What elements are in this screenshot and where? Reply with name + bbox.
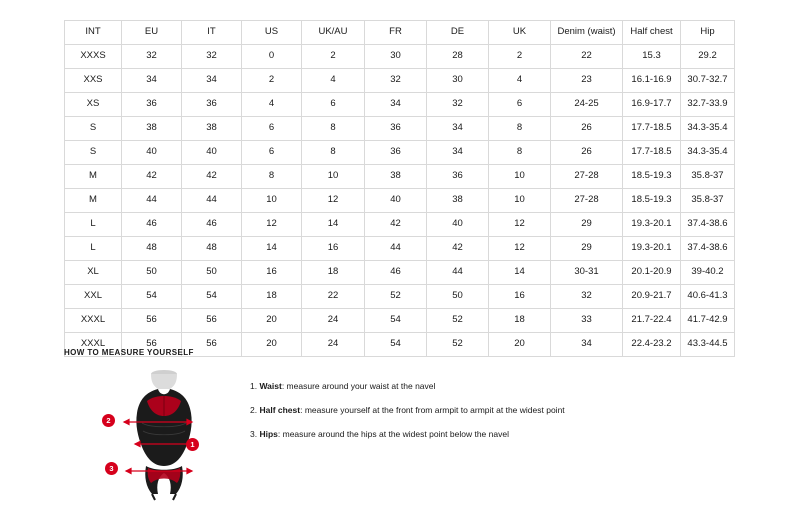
cell-int: L bbox=[65, 237, 122, 261]
cell-us: 18 bbox=[242, 285, 302, 309]
column-header-hip: Hip bbox=[681, 21, 735, 45]
column-header-denim-waist: Denim (waist) bbox=[551, 21, 623, 45]
cell-denim-waist: 23 bbox=[551, 69, 623, 93]
cell-denim-waist: 33 bbox=[551, 309, 623, 333]
cell-uk-au: 24 bbox=[302, 333, 365, 357]
cell-denim-waist: 29 bbox=[551, 213, 623, 237]
cell-hip: 40.6-41.3 bbox=[681, 285, 735, 309]
table-row bbox=[65, 309, 735, 333]
cell-it: 34 bbox=[182, 69, 242, 93]
note-text: : measure around the hips at the widest point below the navel bbox=[277, 429, 509, 440]
cell-hip: 34.3-35.4 bbox=[681, 141, 735, 165]
cell-us: 6 bbox=[242, 117, 302, 141]
cell-denim-waist: 27-28 bbox=[551, 165, 623, 189]
table-row bbox=[65, 189, 735, 213]
cell-denim-waist: 22 bbox=[551, 45, 623, 69]
cell-half-chest: 19.3-20.1 bbox=[623, 213, 681, 237]
column-header-it: IT bbox=[182, 21, 242, 45]
cell-fr: 34 bbox=[365, 93, 427, 117]
cell-half-chest: 16.1-16.9 bbox=[623, 69, 681, 93]
cell-uk: 20 bbox=[489, 333, 551, 357]
cell-de: 28 bbox=[427, 45, 489, 69]
column-header-int: INT bbox=[65, 21, 122, 45]
cell-half-chest: 16.9-17.7 bbox=[623, 93, 681, 117]
cell-it: 40 bbox=[182, 141, 242, 165]
cell-uk-au: 8 bbox=[302, 141, 365, 165]
cell-it: 48 bbox=[182, 237, 242, 261]
cell-eu: 42 bbox=[122, 165, 182, 189]
cell-us: 10 bbox=[242, 189, 302, 213]
cell-eu: 56 bbox=[122, 333, 182, 357]
table-body bbox=[65, 45, 735, 357]
cell-de: 50 bbox=[427, 285, 489, 309]
cell-uk-au: 10 bbox=[302, 165, 365, 189]
cell-denim-waist: 24-25 bbox=[551, 93, 623, 117]
cell-de: 52 bbox=[427, 333, 489, 357]
cell-int: XXXS bbox=[65, 45, 122, 69]
cell-eu: 56 bbox=[122, 309, 182, 333]
cell-uk: 2 bbox=[489, 45, 551, 69]
note-text: : measure yourself at the front from armpit to armpit at the widest point bbox=[300, 405, 565, 416]
cell-de: 44 bbox=[427, 261, 489, 285]
cell-eu: 48 bbox=[122, 237, 182, 261]
cell-de: 52 bbox=[427, 309, 489, 333]
cell-us: 20 bbox=[242, 309, 302, 333]
mannequin-figure bbox=[102, 367, 232, 502]
cell-denim-waist: 34 bbox=[551, 333, 623, 357]
cell-us: 4 bbox=[242, 93, 302, 117]
table-row bbox=[65, 285, 735, 309]
column-header-eu: EU bbox=[122, 21, 182, 45]
cell-it: 44 bbox=[182, 189, 242, 213]
cell-fr: 54 bbox=[365, 333, 427, 357]
measure-notes-list bbox=[250, 367, 744, 453]
cell-uk-au: 18 bbox=[302, 261, 365, 285]
cell-denim-waist: 26 bbox=[551, 117, 623, 141]
cell-half-chest: 17.7-18.5 bbox=[623, 141, 681, 165]
cell-eu: 44 bbox=[122, 189, 182, 213]
table-row bbox=[65, 213, 735, 237]
column-header-de: DE bbox=[427, 21, 489, 45]
cell-uk-au: 8 bbox=[302, 117, 365, 141]
note-label: Waist bbox=[259, 381, 282, 391]
how-to-measure-section bbox=[64, 348, 744, 502]
cell-int: S bbox=[65, 141, 122, 165]
measure-note-half-chest bbox=[250, 405, 744, 416]
cell-hip: 35.8-37 bbox=[681, 189, 735, 213]
how-to-measure-body bbox=[64, 367, 744, 502]
cell-de: 40 bbox=[427, 213, 489, 237]
badge-half-chest: 2 bbox=[102, 414, 115, 427]
table-row bbox=[65, 141, 735, 165]
cell-int: M bbox=[65, 189, 122, 213]
column-header-half-chest: Half chest bbox=[623, 21, 681, 45]
cell-eu: 36 bbox=[122, 93, 182, 117]
cell-it: 42 bbox=[182, 165, 242, 189]
cell-uk: 4 bbox=[489, 69, 551, 93]
cell-fr: 30 bbox=[365, 45, 427, 69]
cell-eu: 38 bbox=[122, 117, 182, 141]
how-to-measure-title: HOW TO MEASURE YOURSELF bbox=[64, 348, 194, 357]
cell-it: 54 bbox=[182, 285, 242, 309]
measure-note-hips bbox=[250, 429, 744, 440]
note-number: 2. bbox=[250, 405, 258, 416]
cell-fr: 42 bbox=[365, 213, 427, 237]
column-header-us: US bbox=[242, 21, 302, 45]
cell-half-chest: 18.5-19.3 bbox=[623, 165, 681, 189]
cell-int: M bbox=[65, 165, 122, 189]
cell-fr: 40 bbox=[365, 189, 427, 213]
cell-us: 8 bbox=[242, 165, 302, 189]
note-label: Hips bbox=[259, 429, 278, 440]
cell-us: 16 bbox=[242, 261, 302, 285]
cell-fr: 52 bbox=[365, 285, 427, 309]
cell-int: S bbox=[65, 117, 122, 141]
cell-hip: 37.4-38.6 bbox=[681, 213, 735, 237]
badge-hips: 3 bbox=[105, 462, 118, 475]
cell-eu: 46 bbox=[122, 213, 182, 237]
cell-uk-au: 2 bbox=[302, 45, 365, 69]
cell-hip: 41.7-42.9 bbox=[681, 309, 735, 333]
cell-half-chest: 17.7-18.5 bbox=[623, 117, 681, 141]
table-row bbox=[65, 261, 735, 285]
cell-eu: 32 bbox=[122, 45, 182, 69]
cell-it: 32 bbox=[182, 45, 242, 69]
cell-de: 32 bbox=[427, 93, 489, 117]
cell-it: 46 bbox=[182, 213, 242, 237]
cell-half-chest: 20.1-20.9 bbox=[623, 261, 681, 285]
cell-uk-au: 12 bbox=[302, 189, 365, 213]
cell-uk-au: 6 bbox=[302, 93, 365, 117]
table-row bbox=[65, 69, 735, 93]
cell-uk: 10 bbox=[489, 189, 551, 213]
cell-it: 56 bbox=[182, 333, 242, 357]
cell-us: 14 bbox=[242, 237, 302, 261]
cell-eu: 34 bbox=[122, 69, 182, 93]
cell-int: XS bbox=[65, 93, 122, 117]
table-header-row bbox=[65, 21, 735, 45]
cell-us: 6 bbox=[242, 141, 302, 165]
cell-us: 2 bbox=[242, 69, 302, 93]
cell-hip: 37.4-38.6 bbox=[681, 237, 735, 261]
cell-denim-waist: 30-31 bbox=[551, 261, 623, 285]
cell-de: 36 bbox=[427, 165, 489, 189]
cell-eu: 54 bbox=[122, 285, 182, 309]
cell-denim-waist: 27-28 bbox=[551, 189, 623, 213]
cell-int: XXXL bbox=[65, 309, 122, 333]
cell-uk: 12 bbox=[489, 213, 551, 237]
cell-half-chest: 21.7-22.4 bbox=[623, 309, 681, 333]
cell-uk: 6 bbox=[489, 93, 551, 117]
size-chart-container bbox=[64, 20, 734, 357]
cell-half-chest: 19.3-20.1 bbox=[623, 237, 681, 261]
cell-int: XXL bbox=[65, 285, 122, 309]
column-header-uk-au: UK/AU bbox=[302, 21, 365, 45]
cell-int: XXS bbox=[65, 69, 122, 93]
cell-hip: 35.8-37 bbox=[681, 165, 735, 189]
cell-hip: 30.7-32.7 bbox=[681, 69, 735, 93]
note-text: : measure around your waist at the navel bbox=[281, 381, 436, 391]
cell-fr: 54 bbox=[365, 309, 427, 333]
table-row bbox=[65, 165, 735, 189]
cell-it: 36 bbox=[182, 93, 242, 117]
table-row bbox=[65, 237, 735, 261]
cell-hip: 43.3-44.5 bbox=[681, 333, 735, 357]
note-number: 1. bbox=[250, 381, 258, 391]
table-row bbox=[65, 93, 735, 117]
size-chart-table bbox=[64, 20, 735, 357]
cell-half-chest: 18.5-19.3 bbox=[623, 189, 681, 213]
cell-denim-waist: 32 bbox=[551, 285, 623, 309]
table-row bbox=[65, 117, 735, 141]
cell-uk: 8 bbox=[489, 141, 551, 165]
cell-uk: 10 bbox=[489, 165, 551, 189]
cell-de: 42 bbox=[427, 237, 489, 261]
cell-uk-au: 16 bbox=[302, 237, 365, 261]
cell-fr: 46 bbox=[365, 261, 427, 285]
note-label: Half chest bbox=[259, 405, 301, 416]
cell-half-chest: 15.3 bbox=[623, 45, 681, 69]
cell-hip: 32.7-33.9 bbox=[681, 93, 735, 117]
cell-uk: 12 bbox=[489, 237, 551, 261]
cell-hip: 39-40.2 bbox=[681, 261, 735, 285]
cell-uk: 16 bbox=[489, 285, 551, 309]
table-header bbox=[65, 21, 735, 45]
table-row bbox=[65, 45, 735, 69]
cell-de: 34 bbox=[427, 141, 489, 165]
cell-it: 38 bbox=[182, 117, 242, 141]
cell-int: L bbox=[65, 213, 122, 237]
cell-us: 0 bbox=[242, 45, 302, 69]
cell-eu: 50 bbox=[122, 261, 182, 285]
cell-denim-waist: 29 bbox=[551, 237, 623, 261]
cell-uk: 18 bbox=[489, 309, 551, 333]
cell-eu: 40 bbox=[122, 141, 182, 165]
cell-us: 20 bbox=[242, 333, 302, 357]
cell-int: XXXL bbox=[65, 333, 122, 357]
cell-fr: 44 bbox=[365, 237, 427, 261]
cell-fr: 36 bbox=[365, 117, 427, 141]
cell-half-chest: 20.9-21.7 bbox=[623, 285, 681, 309]
cell-uk: 14 bbox=[489, 261, 551, 285]
cell-fr: 38 bbox=[365, 165, 427, 189]
measure-note-waist bbox=[250, 381, 744, 392]
cell-it: 56 bbox=[182, 309, 242, 333]
cell-uk-au: 4 bbox=[302, 69, 365, 93]
cell-hip: 34.3-35.4 bbox=[681, 117, 735, 141]
cell-uk-au: 14 bbox=[302, 213, 365, 237]
cell-half-chest: 22.4-23.2 bbox=[623, 333, 681, 357]
badge-waist: 1 bbox=[186, 438, 199, 451]
cell-uk-au: 22 bbox=[302, 285, 365, 309]
cell-de: 30 bbox=[427, 69, 489, 93]
cell-de: 38 bbox=[427, 189, 489, 213]
cell-denim-waist: 26 bbox=[551, 141, 623, 165]
cell-int: XL bbox=[65, 261, 122, 285]
cell-uk: 8 bbox=[489, 117, 551, 141]
cell-de: 34 bbox=[427, 117, 489, 141]
note-number: 3. bbox=[250, 429, 258, 440]
cell-hip: 29.2 bbox=[681, 45, 735, 69]
cell-fr: 36 bbox=[365, 141, 427, 165]
cell-fr: 32 bbox=[365, 69, 427, 93]
cell-it: 50 bbox=[182, 261, 242, 285]
cell-us: 12 bbox=[242, 213, 302, 237]
column-header-fr: FR bbox=[365, 21, 427, 45]
column-header-uk: UK bbox=[489, 21, 551, 45]
cell-uk-au: 24 bbox=[302, 309, 365, 333]
mannequin-illustration-icon bbox=[102, 367, 232, 502]
